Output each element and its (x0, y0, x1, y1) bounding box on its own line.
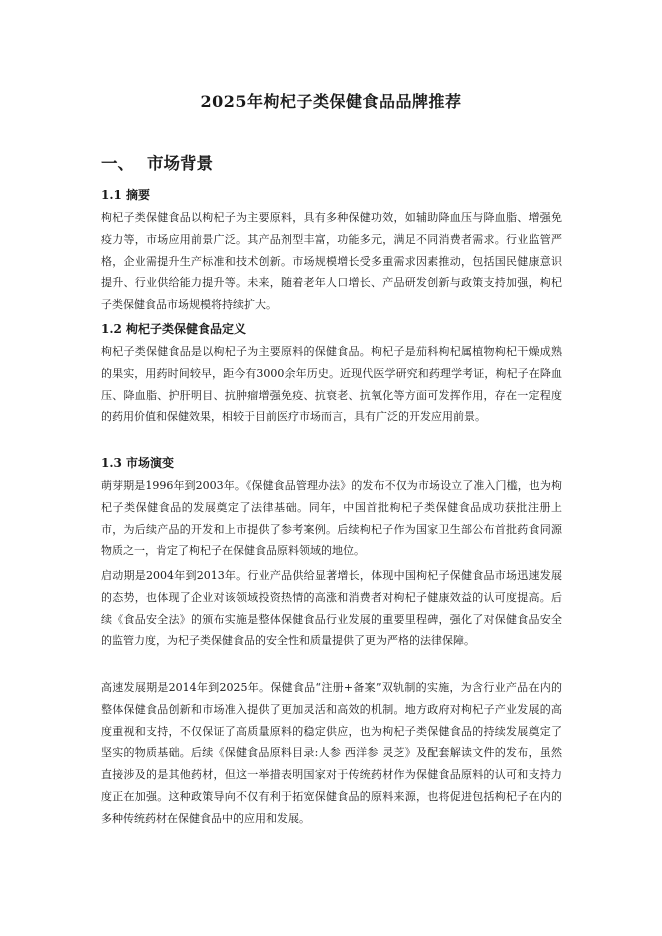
subsection-heading-definition: 1.2 枸杞子类保健食品定义 (101, 322, 247, 336)
paragraph-evolution-sprout: 萌芽期是1996年到2003年。《保健食品管理办法》的发布不仅为市场设立了准入门槛，也为枸杞子类保健食品的发展奠定了法律基础。同年，中国首批枸杞子类保健食品成功获批注册上市，为后续产品的开发和上市提供了参考案例。后续枸杞子作为国家卫生部公布首批药食同源物质之一，肯定了枸杞子在保健食品原料领域的地位。 (101, 479, 562, 558)
paragraph-definition: 枸杞子类保健食品是以枸杞子为主要原料的保健食品。枸杞子是茄科枸杞属植物枸杞干燥成熟的果实，用药时间较早，距今有3000余年历史。近现代医学研究和药理学考证，枸杞子在降血压、降血脂、护肝明目、抗肿瘤增强免疫、抗衰老、抗氧化等方面可发挥作用，存在一定程度的药用价值和保健效果，相较于目前医疗市场而言，具有广泛的开发应用前景。 (101, 345, 562, 424)
subsection-heading-summary: 1.1 摘要 (101, 188, 151, 202)
section-heading (101, 150, 213, 174)
subsection-heading-evolution: 1.3 市场演变 (101, 456, 175, 470)
section-title-text: 市场背景 (147, 154, 213, 173)
paragraph-evolution-growth: 高速发展期是2014年到2025年。保健食品“注册+备案”双轨制的实施，为含行业产品在内的整体保健食品创新和市场准入提供了更加灵活和高效的机制。地方政府对枸杞子产业发展的高度重视和支持，不仅保证了高质量原料的稳定供应，也为枸杞子类保健食品的持续发展奠定了坚实的物质基础。后续《保健食品原料目录:人参 西洋参 灵芝》及配套解读文件的发布，虽然直接涉及的是其他药材，但这一举措表明国家对于传统药材作为保健食品原料的认可和支持力度正在加强。这种政策导向不仅有利于拓宽保健食品的原料来源，也将促进包括枸杞子在内的多种传统药材在保健食品中的应用和发展。 (101, 681, 562, 825)
paragraph-evolution-startup: 启动期是2004年到2013年。行业产品供给显著增长，体现中国枸杞子保健食品市场迅速发展的态势，也体现了企业对该领域投资热情的高涨和消费者对枸杞子健康效益的认可度提高。后续《食品安全法》的颁布实施是整体保健食品行业发展的重要里程碑，强化了对保健食品安全的监管力度，为杞子类保健食品的安全性和质量提供了更为严格的法律保障。 (101, 569, 562, 648)
section-number: 一、 (101, 154, 134, 173)
paragraph-summary: 枸杞子类保健食品以枸杞子为主要原料，具有多种保健功效，如辅助降血压与降血脂、增强免疫力等，市场应用前景广泛。其产品剂型丰富，功能多元，满足不同消费者需求。行业监管严格，企业需提升生产标准和技术创新。市场规模增长受多重需求因素推动，包括国民健康意识提升、行业供给能力提升等。未来，随着老年人口增长、产品研发创新与政策支持加强，枸杞子类保健食品市场规模将持续扩大。 (101, 211, 562, 312)
document-title: 2025年枸杞子类保健食品品牌推荐 (200, 92, 462, 111)
